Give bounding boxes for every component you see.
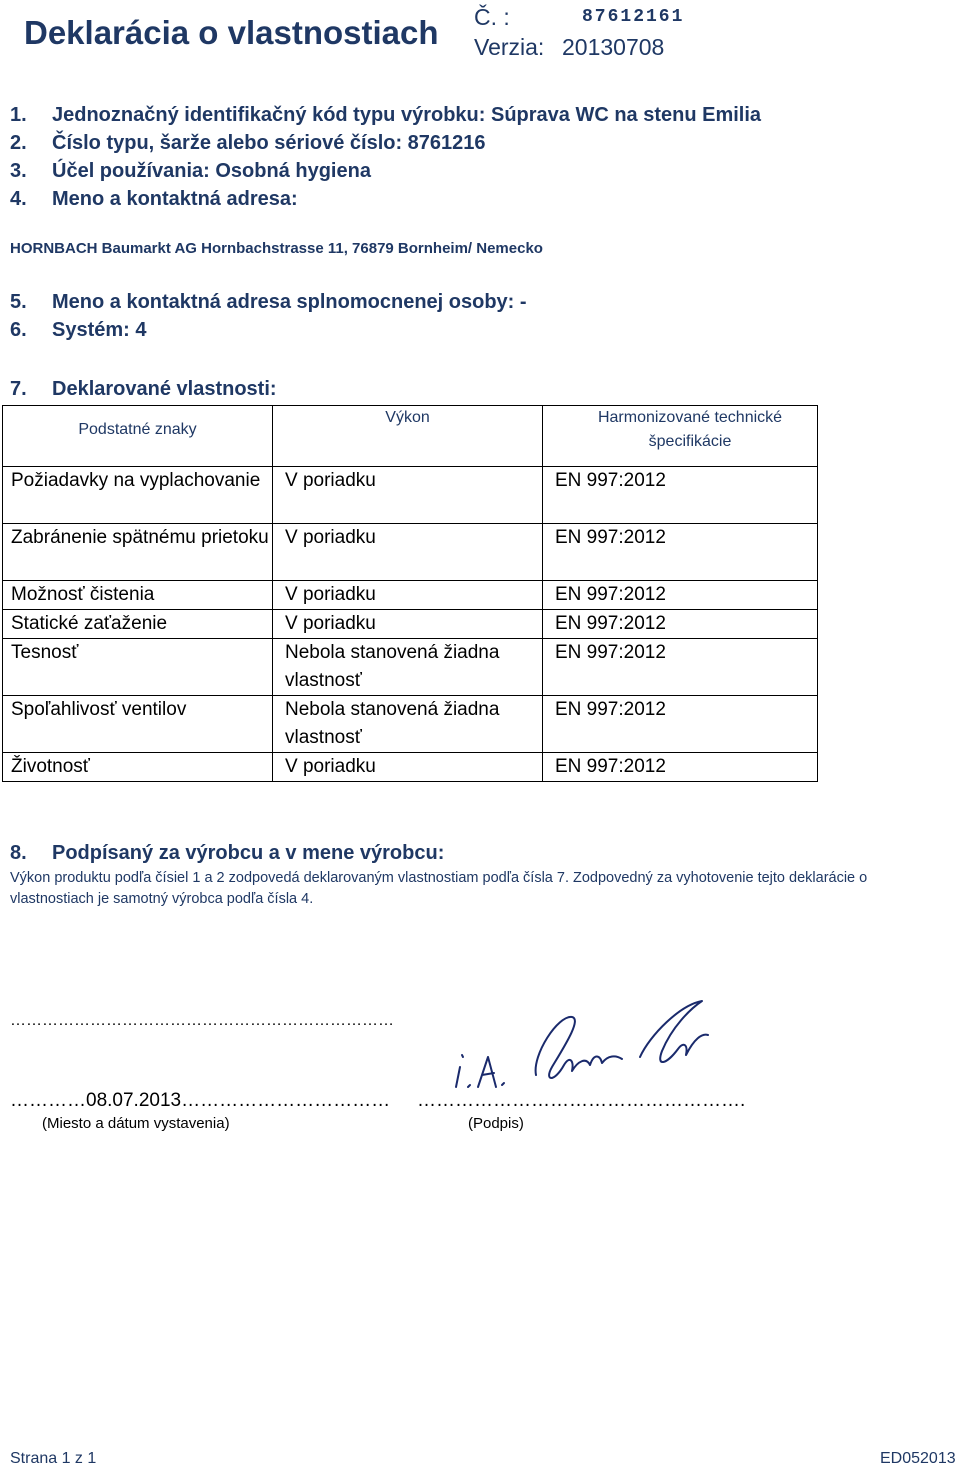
cell-performance: V poriadku (273, 581, 543, 610)
header-performance: Výkon (273, 406, 543, 467)
document-title: Deklarácia o vlastnostiach (24, 14, 439, 51)
item-text: Deklarované vlastnosti: (52, 378, 277, 400)
cell-specification: EN 997:2012 (543, 753, 818, 782)
item-text: Číslo typu, šarže alebo sériové číslo: 8761216 (52, 132, 486, 154)
item-2 (10, 132, 486, 155)
cell-specification: EN 997:2012 (543, 581, 818, 610)
item-number: 5. (10, 291, 27, 313)
signing-heading-text: Podpísaný za výrobcu a v mene výrobcu: (52, 842, 445, 864)
cell-performance: V poriadku (273, 467, 543, 524)
table-row (3, 639, 818, 696)
item-number: 8. (10, 842, 27, 864)
cell-characteristic: Statické zaťaženie (3, 610, 273, 639)
item-text: Meno a kontaktná adresa splnomocnenej osoby: - (52, 291, 527, 313)
item-text: Jednoznačný identifikačný kód typu výrobku: Súprava WC na stenu Emilia (52, 104, 762, 126)
cell-specification: EN 997:2012 (543, 610, 818, 639)
handwritten-signature (440, 995, 720, 1100)
table-row (3, 610, 818, 639)
cell-characteristic: Tesnosť (3, 639, 273, 696)
item-7 (10, 378, 277, 401)
place-date-caption: (Miesto a dátum vystavenia) (42, 1115, 230, 1132)
signature-caption: (Podpis) (468, 1115, 524, 1132)
cell-characteristic: Možnosť čistenia (3, 581, 273, 610)
cell-performance: V poriadku (273, 753, 543, 782)
item-text: Systém: 4 (52, 319, 147, 341)
page-indicator: Strana 1 z 1 (10, 1450, 97, 1467)
item-number: 6. (10, 319, 27, 341)
cell-characteristic: Spoľahlivosť ventilov (3, 696, 273, 753)
date-line: …………08.07.2013…………………………… (10, 1090, 391, 1111)
properties-table (2, 405, 818, 782)
item-number: 1. (10, 104, 27, 126)
cell-specification: EN 997:2012 (543, 524, 818, 581)
version-value: 20130708 (562, 34, 665, 60)
header-characteristics: Podstatné znaky (3, 406, 273, 467)
cell-specification: EN 997:2012 (543, 696, 818, 753)
item-5 (10, 291, 527, 314)
cell-specification: EN 997:2012 (543, 467, 818, 524)
manufacturer-address: HORNBACH Baumarkt AG Hornbachstrasse 11, 76879 Bornheim/ Nemecko (10, 240, 543, 257)
number-value: 87612161 (582, 7, 685, 27)
cell-performance: V poriadku (273, 610, 543, 639)
item-text: Účel používania: Osobná hygiena (52, 160, 371, 182)
item-3 (10, 160, 371, 183)
cell-specification: EN 997:2012 (543, 639, 818, 696)
table-row (3, 753, 818, 782)
table-row (3, 581, 818, 610)
item-1 (10, 104, 761, 127)
cell-performance: Nebola stanovená žiadna vlastnosť (273, 696, 543, 753)
cell-performance: Nebola stanovená žiadna vlastnosť (273, 639, 543, 696)
item-6 (10, 319, 147, 342)
number-label: Č. : (474, 4, 510, 30)
signing-heading (10, 842, 444, 865)
table-row (3, 524, 818, 581)
item-number: 3. (10, 160, 27, 182)
cell-characteristic: Požiadavky na vyplachovanie (3, 467, 273, 524)
item-number: 2. (10, 132, 27, 154)
version-label: Verzia: (474, 34, 545, 60)
document-code: ED052013 (880, 1450, 956, 1467)
responsibility-statement: Výkon produktu podľa čísiel 1 a 2 zodpovedá deklarovaným vlastnostiam podľa čísla 7. Zodpovedný za vyhotovenie tejto deklarácie o vlastnostiach je samotný výrobca podľa čísla 4. (10, 870, 868, 907)
item-number: 7. (10, 378, 27, 400)
cell-performance: V poriadku (273, 524, 543, 581)
cell-characteristic: Zabránenie spätnému prietoku (3, 524, 273, 581)
cell-characteristic: Životnosť (3, 753, 273, 782)
table-header-row (3, 406, 818, 467)
item-text: Meno a kontaktná adresa: (52, 188, 298, 210)
item-number: 4. (10, 188, 27, 210)
signature-dotted-line: ……………………………………………. (417, 1090, 746, 1111)
table-row (3, 696, 818, 753)
place-dotted-line: ……………………………………………………………… (10, 1012, 394, 1029)
table-row (3, 467, 818, 524)
header-specifications: Harmonizované technické špecifikácie (543, 406, 818, 467)
item-4 (10, 188, 298, 211)
